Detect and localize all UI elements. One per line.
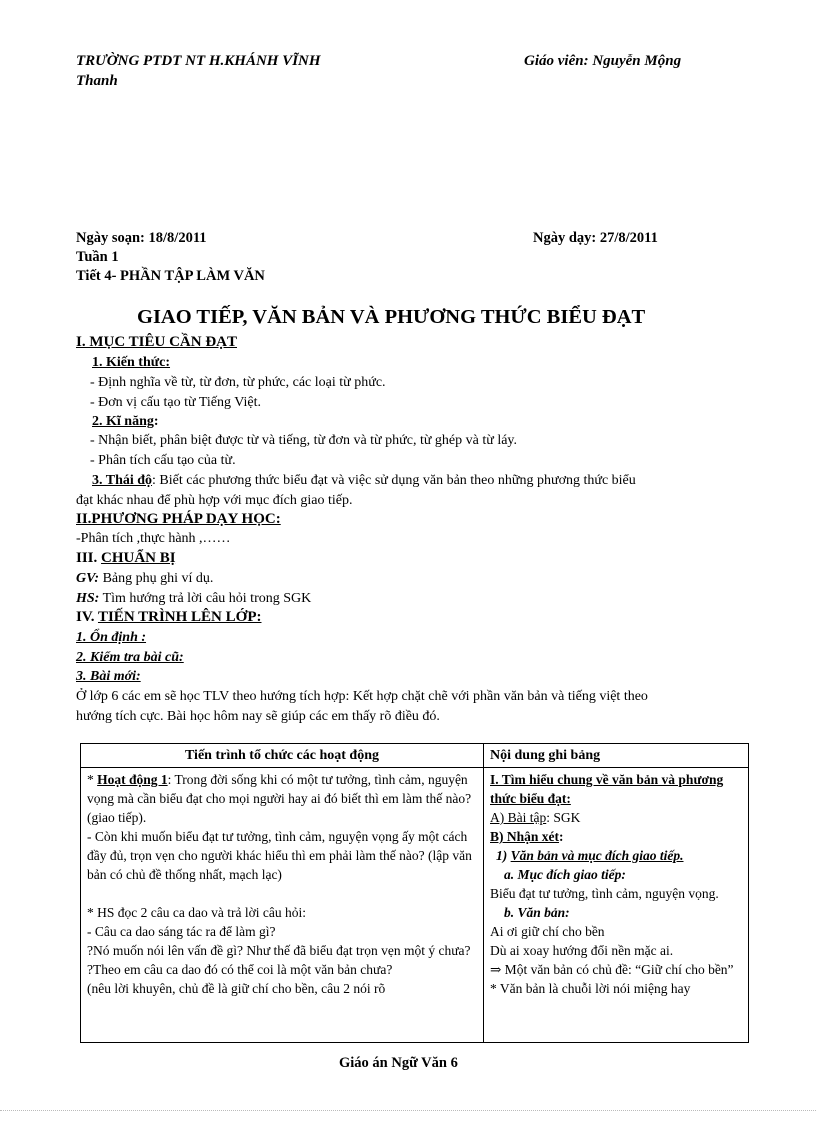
page-break-line xyxy=(0,1110,816,1111)
section-2-heading: II.PHƯƠNG PHÁP DẠY HỌC: xyxy=(76,511,281,527)
ki-nang-item: - Phân tích cấu tạo của từ. xyxy=(90,453,236,468)
activity-paragraph: - Còn khi muốn biểu đạt tư tưởng, tình cảm, nguyện vọng ấy một cách đầy đủ, trọn vẹn cho người khác hiểu thì em phải làm thế nào? (lập văn bản có chủ đề thống nhất, mạch lạc) xyxy=(87,829,472,882)
tuan: Tuần 1 xyxy=(76,249,119,265)
ki-nang-label-text: 2. Kĩ năng xyxy=(92,414,154,429)
table-header-row xyxy=(81,744,749,768)
content-line: Dù ai xoay hướng đổi nền mặc ai. xyxy=(490,943,674,958)
kiem-tra-bai-cu: 2. Kiểm tra bài cũ: xyxy=(76,650,184,665)
thai-do-text-cont: đạt khác nhau để phù hợp với mục đích giao tiếp. xyxy=(76,493,353,508)
bai-tap-label: A) Bài tập xyxy=(490,810,547,825)
section-3-prefix: III. xyxy=(76,550,102,566)
nhan-xet-colon: : xyxy=(559,829,564,844)
hd-prefix: * xyxy=(87,772,98,787)
bai-moi: 3. Bài mới: xyxy=(76,669,141,684)
section-4-title: TIẾN TRÌNH LÊN LỚP: xyxy=(97,609,262,625)
kien-thuc-label xyxy=(76,353,762,372)
section-3-title: CHUẨN BỊ xyxy=(101,550,176,566)
kien-thuc-item: - Định nghĩa về từ, từ đơn, từ phức, các loại từ phức. xyxy=(90,375,386,390)
activities-cell xyxy=(81,768,484,1043)
on-dinh: 1. Ổn định : xyxy=(76,630,147,645)
content-cell xyxy=(484,768,749,1043)
teacher-name: Giáo viên: Nguyễn Mộng xyxy=(524,53,682,69)
content-heading: I. Tìm hiểu chung về văn bản và phương thức biểu đạt: xyxy=(490,772,724,806)
ki-nang-label xyxy=(76,412,762,431)
hs-label: HS: xyxy=(76,591,100,606)
activity-paragraph: ?Nó muốn nói lên vấn đề gì? Như thế đã biểu đạt trọn vẹn một ý chưa? xyxy=(87,943,471,958)
content-line: b. Văn bản: xyxy=(504,905,570,920)
content-line xyxy=(490,808,742,827)
hs-text: Tìm hướng trả lời câu hỏi trong SGK xyxy=(99,591,312,606)
r4-prefix: 1) xyxy=(496,848,511,863)
content-line: * Văn bản là chuỗi lời nói miệng hay xyxy=(490,981,691,996)
content-line: Ai ơi giữ chí cho bền xyxy=(490,924,605,939)
lesson-table xyxy=(80,743,749,1043)
ngay-soan: Ngày soạn: 18/8/2011 xyxy=(76,230,207,246)
hs-line xyxy=(76,589,746,608)
ngay-day: Ngày dạy: 27/8/2011 xyxy=(533,230,658,246)
content-line: Biểu đạt tư tưởng, tình cảm, nguyện vọng. xyxy=(490,886,719,901)
table-row xyxy=(81,768,749,1043)
school-name-cont: Thanh xyxy=(76,73,118,89)
intro-text: Ở lớp 6 các em sẽ học TLV theo hướng tích hợp: Kết hợp chặt chẽ với phần văn bản và tiếng việt theo xyxy=(76,689,648,704)
activity-paragraph xyxy=(87,770,477,827)
thai-do-text: : Biết các phương thức biểu đạt và việc sử dụng văn bản theo những phương thức biểu xyxy=(152,473,636,488)
intro-text-cont: hướng tích cực. Bài học hôm nay sẽ giúp các em thấy rõ điều đó. xyxy=(76,709,440,724)
content-line xyxy=(490,846,742,865)
ki-nang-colon: : xyxy=(153,414,159,429)
col-content-header: Nội dung ghi bảng xyxy=(484,744,749,768)
hd-text: : Trong đời sống khi có một tư tưởng, tình cảm, nguyện vọng mà cần biểu đạt cho mọi người hay ai đó biết thì em làm thế nào? (giao tiếp). xyxy=(87,772,472,825)
hd-label: Hoạt động 1 xyxy=(97,772,168,787)
ki-nang-item: - Nhận biết, phân biệt được từ và tiếng, từ đơn và từ phức, từ ghép và từ láy. xyxy=(90,433,518,448)
bai-tap-text: : SGK xyxy=(546,810,581,825)
gv-label: GV: xyxy=(76,571,100,586)
activity-paragraph: * HS đọc 2 câu ca dao và trả lời câu hỏi: xyxy=(87,905,306,920)
gv-line xyxy=(76,569,746,588)
tiet: Tiết 4- PHẦN TẬP LÀM VĂN xyxy=(76,268,265,284)
page-title: GIAO TIẾP, VĂN BẢN VÀ PHƯƠNG THỨC BIỂU ĐẠT xyxy=(137,306,646,328)
kien-thuc-item: - Đơn vị cấu tạo từ Tiếng Việt. xyxy=(90,395,261,410)
page-footer: Giáo án Ngữ Văn 6 xyxy=(339,1055,458,1071)
section-4-prefix: IV. xyxy=(76,609,98,625)
activity-paragraph: ?Theo em câu ca dao đó có thể coi là một văn bản chưa? xyxy=(87,962,393,977)
gv-text: Bảng phụ ghi ví dụ. xyxy=(99,571,214,586)
section-2-text: -Phân tích ,thực hành ,…… xyxy=(76,531,231,546)
content-line: ⇒ Một văn bản có chủ đề: “Giữ chí cho bền” xyxy=(490,962,734,977)
kien-thuc-label-text: 1. Kiến thức: xyxy=(92,355,171,370)
thai-do-label: 3. Thái độ xyxy=(92,473,153,488)
school-name: TRƯỜNG PTDT NT H.KHÁNH VĨNH xyxy=(76,53,321,69)
r4-text: Văn bản và mục đích giao tiếp. xyxy=(510,848,684,863)
content-line xyxy=(490,827,742,846)
section-3-heading xyxy=(76,549,746,568)
col-activities-header: Tiến trình tổ chức các hoạt động xyxy=(81,744,484,768)
activity-paragraph: - Câu ca dao sáng tác ra để làm gì? xyxy=(87,924,276,939)
section-1-heading: I. MỤC TIÊU CẦN ĐẠT xyxy=(76,334,237,350)
thai-do-line xyxy=(76,471,762,490)
nhan-xet-label: B) Nhận xét xyxy=(490,829,560,844)
section-4-heading xyxy=(76,608,746,627)
content-line: a. Mục đích giao tiếp: xyxy=(504,867,626,882)
activity-paragraph: (nêu lời khuyên, chủ đề là giữ chí cho bền, câu 2 nói rõ xyxy=(87,981,386,996)
